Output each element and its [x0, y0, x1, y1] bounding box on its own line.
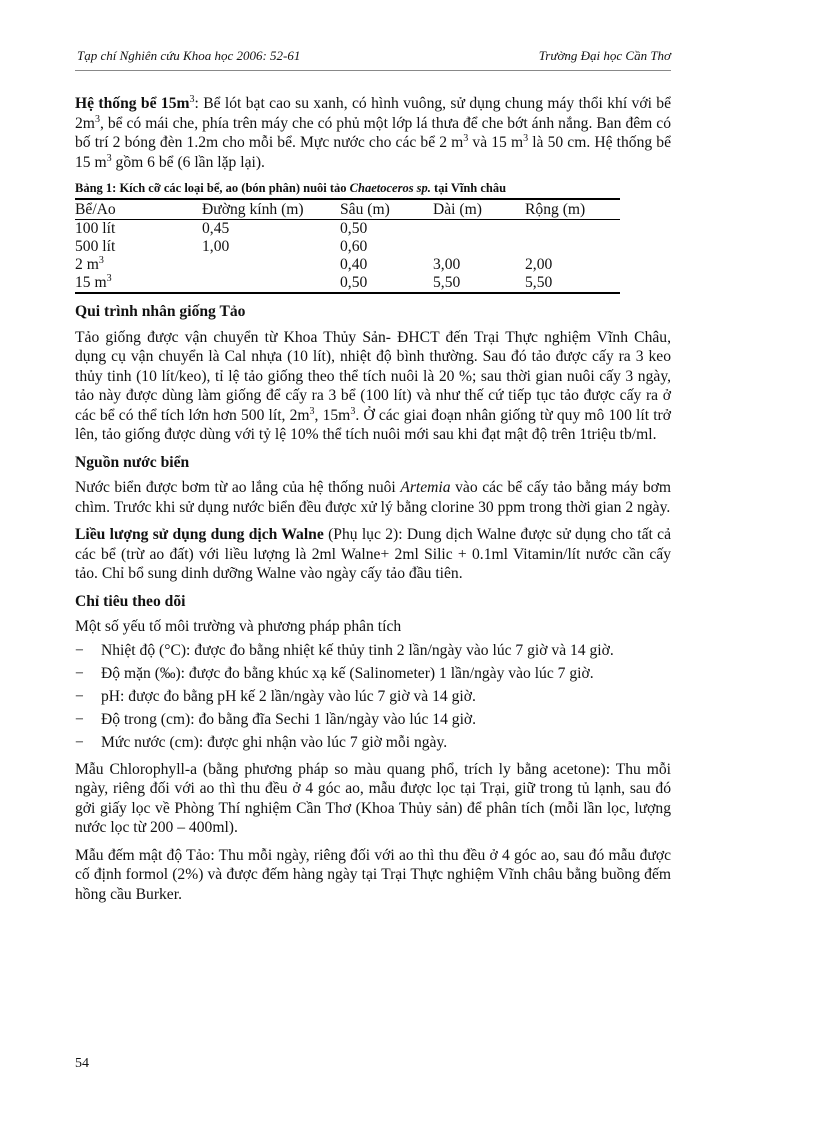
- dash-marker: −: [75, 664, 84, 682]
- superscript: 3: [309, 405, 315, 417]
- table-caption: [75, 180, 671, 196]
- table-cell: 1,00: [202, 238, 230, 255]
- journal-title: Tạp chí Nghiên cứu Khoa học 2006: 52-61: [77, 48, 301, 63]
- superscript: 3: [106, 152, 112, 164]
- page-content: [75, 94, 671, 912]
- dash-marker: −: [75, 687, 84, 705]
- column-header: Sâu (m): [340, 201, 390, 218]
- column-header: Rộng (m): [525, 201, 586, 218]
- table-cell: 5,50: [525, 274, 553, 291]
- table-cell: [75, 238, 202, 256]
- table-row: [75, 256, 620, 274]
- text-run: , 15m: [314, 406, 351, 424]
- list-item: [75, 710, 671, 729]
- caption-text: Bảng 1: Kích cỡ các loại bể, ao (bón phân) nuôi tảo: [75, 181, 350, 195]
- text-run: là 50 cm. Hệ thống bể 15 m: [75, 134, 671, 171]
- text-run: Tảo giống được vận chuyển từ Khoa Thủy Sản- ĐHCT đến Trại Thực nghiệm Vĩnh Châu, dụng cụ vận chuyển là Cal nhựa (10 lít), nhiệt độ bình thường. Sau đó tảo được cấy ra 3 keo thủy tinh (10 lít/keo), tỉ lệ tảo giống theo thể tích nuôi là 20 %; sau thời gian nuôi cấy 3 ngày, tảo này được dùng làm giống để cấy ra 3 bể (100 lít) và như thế cứ tiếp tục tảo được cấy ra ở các bể có thể tích lớn hơn 500 lít, 2m: [75, 328, 671, 424]
- list-item-text: Độ mặn (‰): được đo bằng khúc xạ kế (Salinometer) 1 lần/ngày vào lúc 7 giờ.: [101, 664, 594, 682]
- paragraph-chlorophyll: Mẫu Chlorophyll-a (bằng phương pháp so màu quang phổ, trích ly bằng acetone): Thu mỗi ngày, riêng đối với ao thì thu đều ở 4 góc ao, mẫu được lọc tại Trại, giữ trong tủ lạnh, sau đó gởi giấy lọc về Phòng Thí nghiệm Cần Thơ (Khoa Thủy sản) để phân tích (mỗi lần lọc, lượng nước lọc từ 200 – 400ml).: [75, 760, 671, 836]
- section-heading-breeding: Qui trình nhân giống Tảo: [75, 303, 246, 320]
- table-cell: [75, 256, 202, 274]
- table-header-row: [75, 199, 620, 220]
- table-cell: [75, 274, 202, 293]
- list-item-text: pH: được đo bằng pH kế 2 lần/ngày vào lúc 7 giờ và 14 giờ.: [101, 687, 476, 705]
- page-number: 54: [75, 1056, 89, 1071]
- tank-system-lead: Hệ thống bể 15m: [75, 95, 190, 112]
- text-run: (Phụ lục 2): Dung dịch Walne được sử dụng cho tất cả các bể (trừ ao đất) với liều lượng là 2ml Walne+ 2ml Silic + 0.1ml Vitamin/lít nước cần cấy tảo. Chỉ bổ sung dinh dưỡng Walne vào ngày cấy tảo đầu tiên.: [75, 526, 671, 582]
- section-heading-seawater: Nguồn nước biển: [75, 453, 190, 471]
- university-name: Trường Đại học Cần Thơ: [538, 48, 671, 63]
- table-cell: 0,60: [340, 238, 368, 255]
- superscript: 3: [463, 132, 469, 144]
- caption-text: tại Vĩnh châu: [430, 181, 507, 195]
- list-item: [75, 641, 671, 660]
- section-heading-monitoring: Chỉ tiêu theo dõi: [75, 592, 186, 610]
- list-item-text: Nhiệt độ (°C): được đo bằng nhiệt kế thủy tinh 2 lần/ngày vào lúc 7 giờ và 14 giờ.: [101, 641, 614, 659]
- list-item: [75, 687, 671, 706]
- superscript: 3: [189, 93, 195, 105]
- text-run: : Bể lót bạt cao su xanh, có hình vuông, sử dụng chung máy thổi khí với bể 2m: [75, 95, 671, 132]
- monitoring-list: [75, 641, 671, 752]
- dash-marker: −: [75, 641, 84, 659]
- table-row: [75, 238, 620, 256]
- tank-name: 15 m: [75, 274, 107, 291]
- list-item-text: Mức nước (cm): được ghi nhận vào lúc 7 giờ mỗi ngày.: [101, 733, 448, 751]
- text-run: gồm 6 bể (6 lần lặp lại).: [111, 153, 265, 171]
- table-cell: 0,40: [340, 256, 368, 273]
- table-cell: 5,50: [433, 274, 461, 291]
- superscript: 3: [350, 405, 356, 417]
- dash-marker: −: [75, 733, 84, 751]
- caption-species: Chaetoceros sp.: [349, 181, 431, 195]
- text-run: và 15 m: [468, 134, 524, 151]
- table-cell: [202, 256, 340, 274]
- list-item-text: Độ trong (cm): đo bằng đĩa Sechi 1 lần/ngày vào lúc 14 giờ.: [101, 710, 477, 728]
- table-cell: [75, 220, 202, 239]
- table-cell: [525, 238, 620, 256]
- paragraph-algae-density: Mẫu đếm mật độ Tảo: Thu mỗi ngày, riêng đối với ao thì thu đều ở 4 góc ao, sau đó mẫu được cố định formol (2%) và được đếm hàng ngày tại Trại Thực nghiệm Vĩnh châu bằng buồng đếm hồng cầu Burker.: [75, 846, 671, 903]
- paragraph-walne: [75, 525, 671, 584]
- table-cell: 3,00: [433, 256, 461, 273]
- table-cell: 2,00: [525, 256, 553, 273]
- tank-name: 500 lít: [75, 238, 116, 255]
- table-row: [75, 274, 620, 293]
- text-run: , bể có mái che, phía trên máy che có phủ một lớp lá thưa để che bớt ánh nắng. Ban đêm có bố trí 2 bóng đèn 1.2m cho mỗi bể. Mực nước cho các bể 2 m: [75, 114, 671, 151]
- text-run: . Ở các giai đoạn nhân giống từ quy mô 100 lít trở lên, tảo giống được dùng với tỷ lệ 10% thể tích nuôi mới sau khi đạt mật độ trên 1triệu tb/ml.: [75, 406, 671, 443]
- column-header: Đường kính (m): [202, 201, 304, 218]
- list-item: [75, 733, 671, 752]
- walne-lead: Liều lượng sử dụng dung dịch Walne: [75, 526, 324, 543]
- table-cell: 0,50: [340, 274, 368, 291]
- column-header: Dài (m): [433, 201, 482, 218]
- table-cell: [433, 220, 525, 239]
- table-cell: [433, 238, 525, 256]
- header-rule: [75, 70, 671, 71]
- table-cell: 0,45: [202, 220, 230, 237]
- tank-name: 2 m: [75, 256, 99, 273]
- text-run: vào các bể cấy tảo bằng máy bơm chìm. Trước khi sử dụng nước biển đều được xử lý bằng clorine 30 ppm trong thời gian 2 ngày.: [75, 479, 671, 516]
- table-cell: [525, 220, 620, 239]
- superscript: 3: [106, 272, 112, 284]
- paragraph-seawater: [75, 478, 671, 517]
- dash-marker: −: [75, 710, 84, 728]
- table-cell: [202, 274, 340, 293]
- paragraph-breeding: [75, 328, 671, 445]
- tank-size-table: [75, 198, 620, 294]
- paragraph-monitoring-intro: Một số yếu tố môi trường và phương pháp phân tích: [75, 618, 402, 635]
- paragraph-tank-system: [75, 94, 671, 172]
- table-row: [75, 220, 620, 239]
- list-item: [75, 664, 671, 683]
- superscript: 3: [98, 254, 104, 266]
- superscript: 3: [523, 132, 529, 144]
- superscript: 3: [94, 113, 100, 125]
- tank-name: 100 lít: [75, 220, 116, 237]
- table-cell: 0,50: [340, 220, 368, 237]
- running-header: [77, 48, 671, 66]
- text-run: Nước biển được bơm từ ao lắng của hệ thống nuôi: [75, 479, 401, 496]
- column-header: Bể/Ao: [75, 201, 116, 218]
- italic-term: Artemia: [400, 479, 451, 496]
